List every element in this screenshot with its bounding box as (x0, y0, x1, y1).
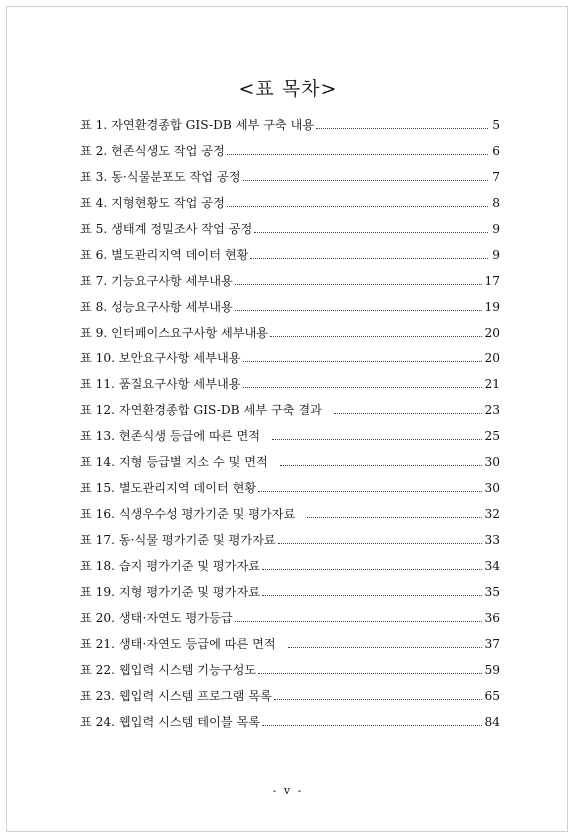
toc-leader-dots (278, 542, 483, 544)
toc-entry-page-number: 9 (492, 221, 500, 236)
toc-entry-label: 표 3. 동·식물분포도 작업 공정 (80, 169, 241, 184)
toc-leader-dots (262, 724, 482, 726)
toc-entry-page-number: 30 (484, 455, 500, 470)
toc-leader-dots (270, 335, 482, 337)
toc-entry-page-number: 59 (484, 662, 500, 677)
toc-entry[interactable] (80, 531, 500, 557)
toc-entry-label: 표 15. 별도관리지역 데이터 현황 (80, 481, 257, 496)
toc-entry-label: 표 8. 성능요구사항 세부내용 (80, 299, 233, 314)
toc-entry[interactable] (80, 583, 500, 609)
toc-leader-dots (227, 153, 488, 155)
toc-entry-page-number: 35 (484, 584, 500, 599)
toc-entry[interactable] (80, 479, 500, 505)
toc-entry[interactable] (80, 349, 500, 375)
toc-entry-page-number: 19 (484, 299, 500, 314)
toc-leader-dots (235, 309, 483, 311)
toc-entry-page-number: 25 (484, 429, 500, 444)
toc-entry-label: 표 11. 품질요구사항 세부내용 (80, 377, 241, 392)
toc-entry-page-number: 65 (484, 688, 500, 703)
toc-entry[interactable] (80, 453, 500, 479)
toc-entry-page-number: 30 (484, 481, 500, 496)
toc-entry[interactable] (80, 168, 500, 194)
toc-entry[interactable] (80, 220, 500, 246)
toc-entry-label: 표 14. 지형 등급별 지소 수 및 면적 (80, 455, 268, 470)
toc-entry-page-number: 37 (484, 636, 500, 651)
toc-entry-label: 표 1. 자연환경종합 GIS-DB 세부 구축 내용 (80, 118, 315, 132)
toc-entry-page-number: 8 (492, 195, 500, 210)
toc-entry[interactable] (80, 194, 500, 220)
toc-entry-label: 표 5. 생태계 정밀조사 작업 공정 (80, 221, 253, 236)
toc-leader-dots (288, 646, 483, 648)
toc-entry-label: 표 23. 웹입력 시스템 프로그램 목록 (80, 688, 272, 703)
toc-entry[interactable] (80, 142, 500, 168)
toc-leader-dots (235, 620, 483, 622)
toc-entry-label: 표 20. 생태·자연도 평가등급 (80, 610, 233, 625)
toc-entry-label: 표 17. 동·식물 평가기준 및 평가자료 (80, 533, 276, 547)
page-number-footer: - v - (272, 784, 304, 797)
toc-entry[interactable] (80, 687, 500, 713)
toc-leader-dots (334, 412, 483, 414)
toc-entry[interactable] (80, 246, 500, 272)
toc-leader-dots (274, 698, 483, 700)
toc-entry-label: 표 2. 현존식생도 작업 공정 (80, 143, 225, 158)
toc-leader-dots (307, 516, 482, 518)
toc-leader-dots (250, 257, 488, 259)
toc-entry[interactable] (80, 116, 500, 142)
toc-entry-page-number: 36 (484, 610, 500, 625)
toc-entry[interactable] (80, 375, 500, 401)
toc-entry-page-number: 6 (492, 143, 500, 158)
toc-entry-page-number: 20 (484, 325, 500, 340)
toc-entry-label: 표 4. 지형현황도 작업 공정 (80, 195, 225, 210)
toc-entry[interactable] (80, 609, 500, 635)
toc-entry[interactable] (80, 401, 500, 427)
table-of-tables-list (80, 116, 500, 739)
toc-entry-page-number: 21 (484, 377, 500, 392)
toc-entry-page-number: 23 (484, 403, 500, 418)
toc-leader-dots (262, 594, 482, 596)
toc-entry-label: 표 24. 웹입력 시스템 테이블 목록 (80, 714, 261, 729)
toc-entry-page-number: 32 (484, 507, 500, 522)
toc-entry-label: 표 19. 지형 평가기준 및 평가자료 (80, 584, 261, 599)
page-title: <표 목차> (238, 78, 338, 100)
toc-entry-label: 표 18. 습지 평가기준 및 평가자료 (80, 558, 261, 573)
toc-leader-dots (235, 283, 483, 285)
toc-leader-dots (243, 386, 483, 388)
toc-entry-label: 표 6. 별도관리지역 데이터 현황 (80, 247, 249, 262)
toc-entry-label: 표 21. 생태·자연도 등급에 따른 면적 (80, 636, 276, 651)
toc-entry[interactable] (80, 557, 500, 583)
toc-entry-label: 표 13. 현존식생 등급에 따른 면적 (80, 429, 261, 444)
toc-entry-label: 표 9. 인터페이스요구사항 세부내용 (80, 325, 269, 340)
toc-entry-page-number: 9 (492, 247, 500, 262)
toc-entry-page-number: 20 (484, 351, 500, 366)
toc-entry-page-number: 17 (484, 273, 500, 288)
toc-entry-page-number: 5 (492, 118, 500, 132)
toc-leader-dots (280, 464, 483, 466)
toc-leader-dots (227, 205, 488, 207)
toc-entry[interactable] (80, 427, 500, 453)
toc-entry[interactable] (80, 661, 500, 687)
toc-entry-page-number: 34 (484, 558, 500, 573)
toc-leader-dots (258, 490, 482, 492)
toc-entry-label: 표 10. 보안요구사항 세부내용 (80, 351, 241, 366)
toc-leader-dots (254, 231, 488, 233)
toc-leader-dots (243, 360, 483, 362)
toc-entry[interactable] (80, 324, 500, 350)
toc-entry-page-number: 33 (484, 533, 500, 547)
toc-leader-dots (243, 179, 488, 181)
toc-leader-dots (262, 568, 482, 570)
toc-entry-label: 표 22. 웹입력 시스템 기능구성도 (80, 662, 257, 677)
toc-entry-label: 표 12. 자연환경종합 GIS-DB 세부 구축 결과 (80, 403, 322, 418)
toc-entry-page-number: 84 (484, 714, 500, 729)
toc-entry[interactable] (80, 505, 500, 531)
toc-entry-label: 표 7. 기능요구사항 세부내용 (80, 273, 233, 288)
toc-entry[interactable] (80, 635, 500, 661)
toc-entry-label: 표 16. 식생우수성 평가기준 및 평가자료 (80, 507, 296, 522)
toc-entry-page-number: 7 (492, 169, 500, 184)
toc-entry[interactable] (80, 298, 500, 324)
toc-leader-dots (272, 438, 482, 440)
toc-entry[interactable] (80, 713, 500, 739)
toc-leader-dots (258, 672, 482, 674)
toc-leader-dots (316, 127, 488, 129)
toc-entry[interactable] (80, 272, 500, 298)
